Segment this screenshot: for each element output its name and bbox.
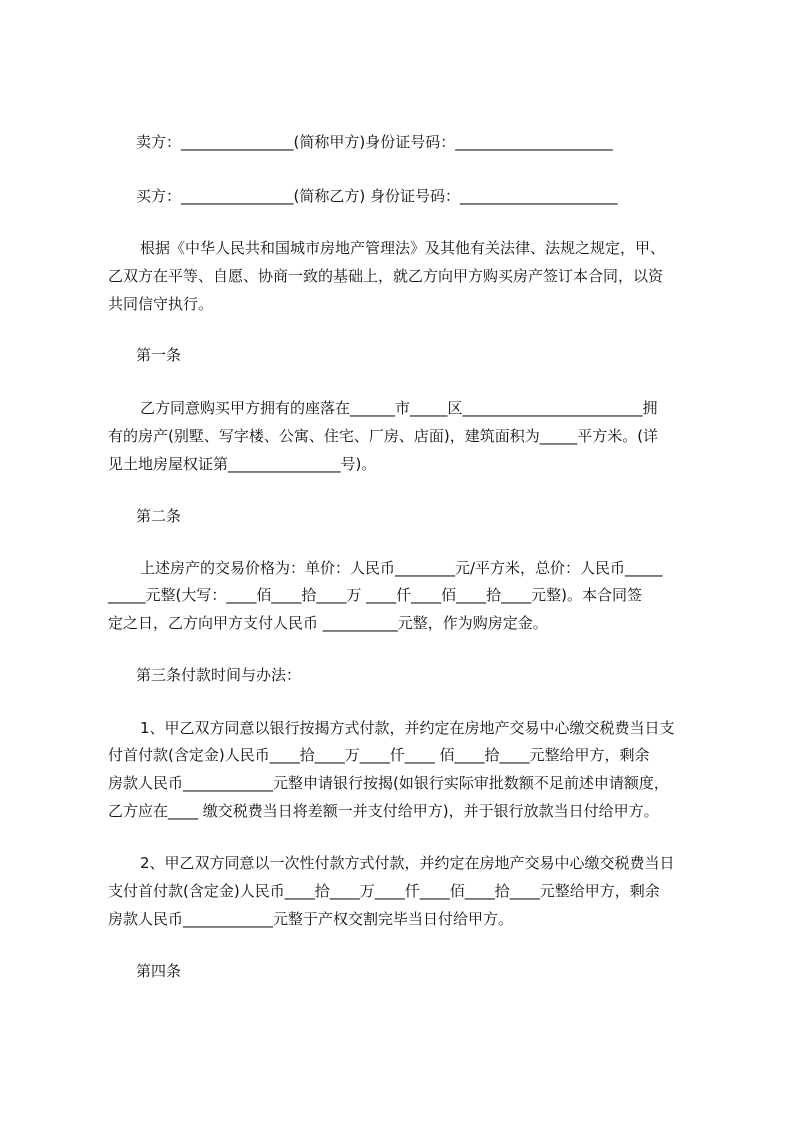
article-3-clause-2-line-3: 房款人民币____________元整于产权交割完毕当日付给甲方。 [108, 910, 514, 928]
article-2-title: 第二条 [136, 507, 182, 525]
article-4-title: 第四条 [136, 962, 182, 980]
preamble-line-3: 共同信守执行。 [108, 295, 214, 313]
article-3-clause-1-line-4: 乙方应在____ 缴交税费当日将差额一并支付给甲方)，并于银行放款当日付给甲方。 [108, 802, 659, 820]
article-1-line-2: 有的房产(别墅、写字楼、公寓、住宅、厂房、店面)，建筑面积为_____平方米。(详 [108, 427, 659, 445]
article-1-title: 第一条 [136, 346, 182, 364]
article-3-clause-1-line-3: 房款人民币____________元整申请银行按揭(如银行实际审批数额不足前述申请额度， [108, 774, 669, 792]
article-2-line-1: 上述房产的交易价格为：单价：人民币________元/平方米，总价：人民币_____ [140, 559, 663, 577]
article-1-line-1: 乙方同意购买甲方拥有的座落在______市_____区________________________拥 [140, 399, 658, 417]
article-3-clause-1-line-1: 1、甲乙双方同意以银行按揭方式付款，并约定在房地产交易中心缴交税费当日支 [140, 719, 675, 737]
article-3-clause-2-line-1: 2、甲乙双方同意以一次性付款方式付款，并约定在房地产交易中心缴交税费当日 [140, 854, 675, 872]
preamble-line-1: 根据《中华人民共和国城市房地产管理法》及其他有关法律、法规之规定，甲、 [140, 239, 666, 257]
article-2-line-2: _____元整(大写：____佰____拾____万 ____仟____佰____拾____元整)。本合同签 [108, 586, 642, 604]
article-3-clause-2-line-2: 支付首付款(含定金)人民币____拾____万____仟____佰____拾____元整给甲方，剩余 [108, 882, 660, 900]
article-3-title: 第三条付款时间与办法： [136, 666, 302, 684]
buyer-line: 买方：_______________(简称乙方) 身份证号码：_____________________ [136, 187, 618, 205]
article-1-line-3: 见土地房屋权证第_______________号)。 [108, 455, 377, 473]
preamble-line-2: 乙双方在平等、自愿、协商一致的基础上，就乙方向甲方购买房产签订本合同，以资 [108, 267, 664, 285]
seller-line: 卖方：_______________(简称甲方)身份证号码：_____________________ [136, 133, 613, 151]
article-2-line-3: 定之日，乙方向甲方支付人民币 __________元整，作为购房定金。 [108, 614, 548, 632]
article-3-clause-1-line-2: 付首付款(含定金)人民币____拾____万____仟____ 佰____拾____元整给甲方，剩余 [108, 746, 650, 764]
